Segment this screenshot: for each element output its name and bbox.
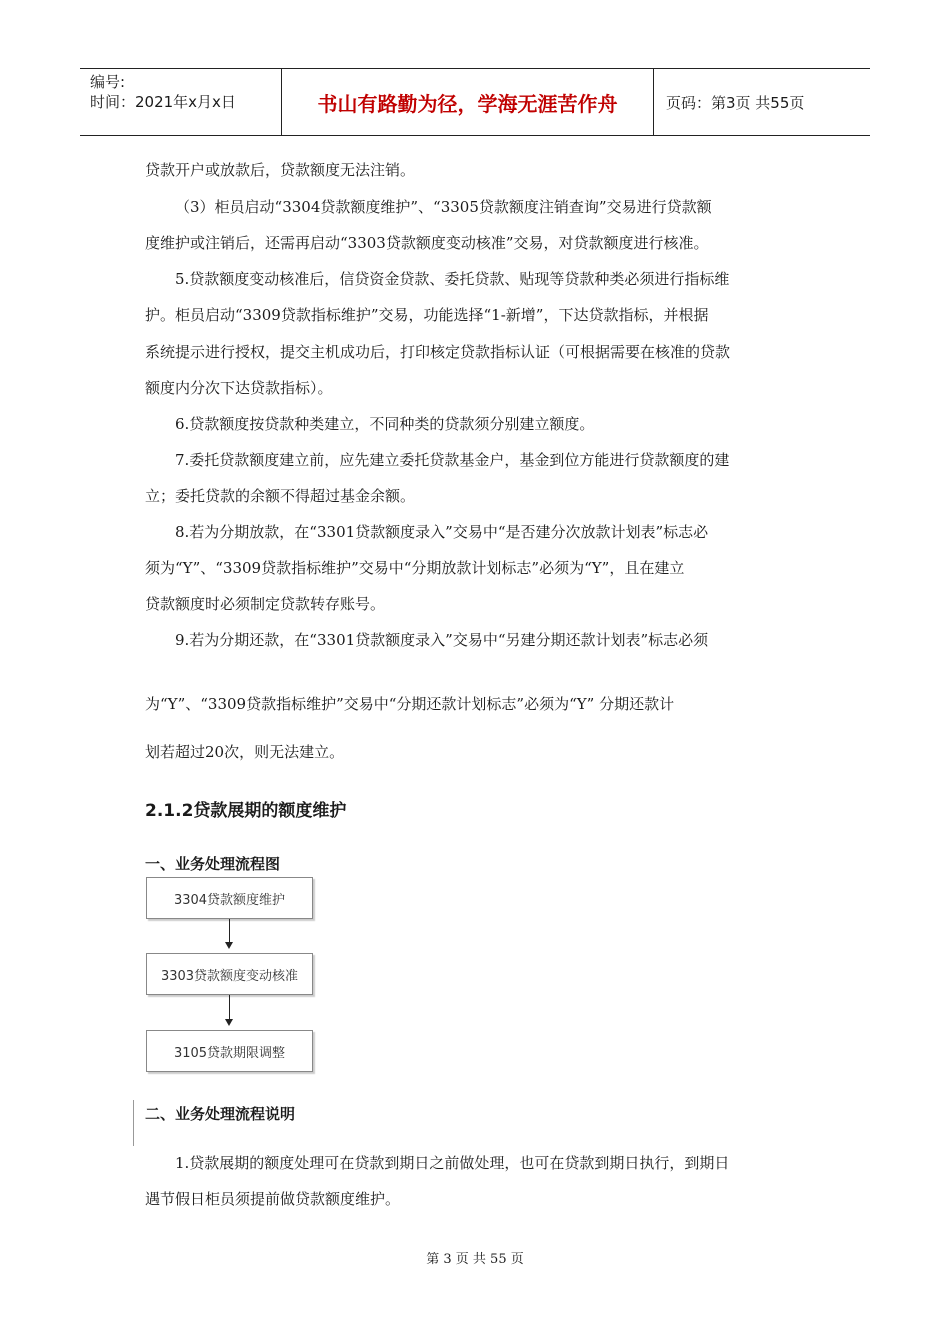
body-line: 为“Y”、“3309贷款指标维护”交易中“分期还款计划标志”必须为“Y” 分期还款计 xyxy=(145,695,675,713)
body-line: 系统提示进行授权，提交主机成功后，打印核定贷款指标认证（可根据需要在核准的贷款 xyxy=(145,343,731,361)
body-line: 1.贷款展期的额度处理可在贷款到期日之前做处理，也可在贷款到期日执行，到期日 xyxy=(175,1154,730,1172)
body-line: 贷款额度时必须制定贷款转存账号。 xyxy=(145,595,386,613)
date-label: 时间：2021年x月x日 xyxy=(90,93,236,111)
body-line: （3）柜员启动“3304贷款额度维护”、“3305贷款额度注销查询”交易进行贷款额 xyxy=(175,198,712,216)
body-line: 额度内分次下达贷款指标）。 xyxy=(145,379,333,397)
flow-arrow xyxy=(229,995,230,1019)
header-page-number: 页码：第3页 共55页 xyxy=(666,93,805,112)
flow-step-3304: 3304贷款额度维护 xyxy=(146,877,313,919)
number-label: 编号: xyxy=(90,73,126,91)
body-line: 遇节假日柜员须提前做贷款额度维护。 xyxy=(145,1190,401,1208)
section-title: 2.1.2贷款展期的额度维护 xyxy=(145,801,347,821)
flow-arrow xyxy=(229,919,230,942)
body-line: 贷款开户或放款后，贷款额度无法注销。 xyxy=(145,161,416,179)
page-footer: 第 3 页 共 55 页 xyxy=(426,1252,524,1267)
margin-marker xyxy=(133,1100,134,1146)
flow-step-3105: 3105贷款期限调整 xyxy=(146,1030,313,1072)
body-line: 8.若为分期放款，在“3301贷款额度录入”交易中“是否建分次放款计划表”标志必 xyxy=(175,523,709,541)
header-meta xyxy=(80,69,282,135)
body-line: 6.贷款额度按贷款种类建立，不同种类的贷款须分别建立额度。 xyxy=(175,415,595,433)
desc-heading: 二、业务处理流程说明 xyxy=(145,1105,296,1123)
flow-heading: 一、业务处理流程图 xyxy=(145,855,281,873)
flow-step-3303: 3303贷款额度变动核准 xyxy=(146,953,313,995)
body-line: 立；委托贷款的余额不得超过基金余额。 xyxy=(145,487,416,505)
body-line: 护。柜员启动“3309贷款指标维护”交易，功能选择“1-新增”，下达贷款指标，并根据 xyxy=(145,306,709,324)
body-line: 9.若为分期还款，在“3301贷款额度录入”交易中“另建分期还款计划表”标志必须 xyxy=(175,631,709,649)
body-line: 度维护或注销后，还需再启动“3303贷款额度变动核准”交易，对贷款额度进行核准。 xyxy=(145,234,709,252)
page-header xyxy=(80,68,870,136)
arrow-down-icon xyxy=(225,1019,233,1026)
body-line: 5.贷款额度变动核准后，信贷资金贷款、委托贷款、贴现等贷款种类必须进行指标维 xyxy=(175,270,730,288)
arrow-down-icon xyxy=(225,942,233,949)
body-line: 划若超过20次，则无法建立。 xyxy=(145,743,345,761)
header-motto: 书山有路勤为径，学海无涯苦作舟 xyxy=(282,69,654,135)
body-line: 须为“Y”、“3309贷款指标维护”交易中“分期放款计划标志”必须为“Y”，且在建立 xyxy=(145,559,685,577)
body-line: 7.委托贷款额度建立前，应先建立委托贷款基金户，基金到位方能进行贷款额度的建 xyxy=(175,451,730,469)
